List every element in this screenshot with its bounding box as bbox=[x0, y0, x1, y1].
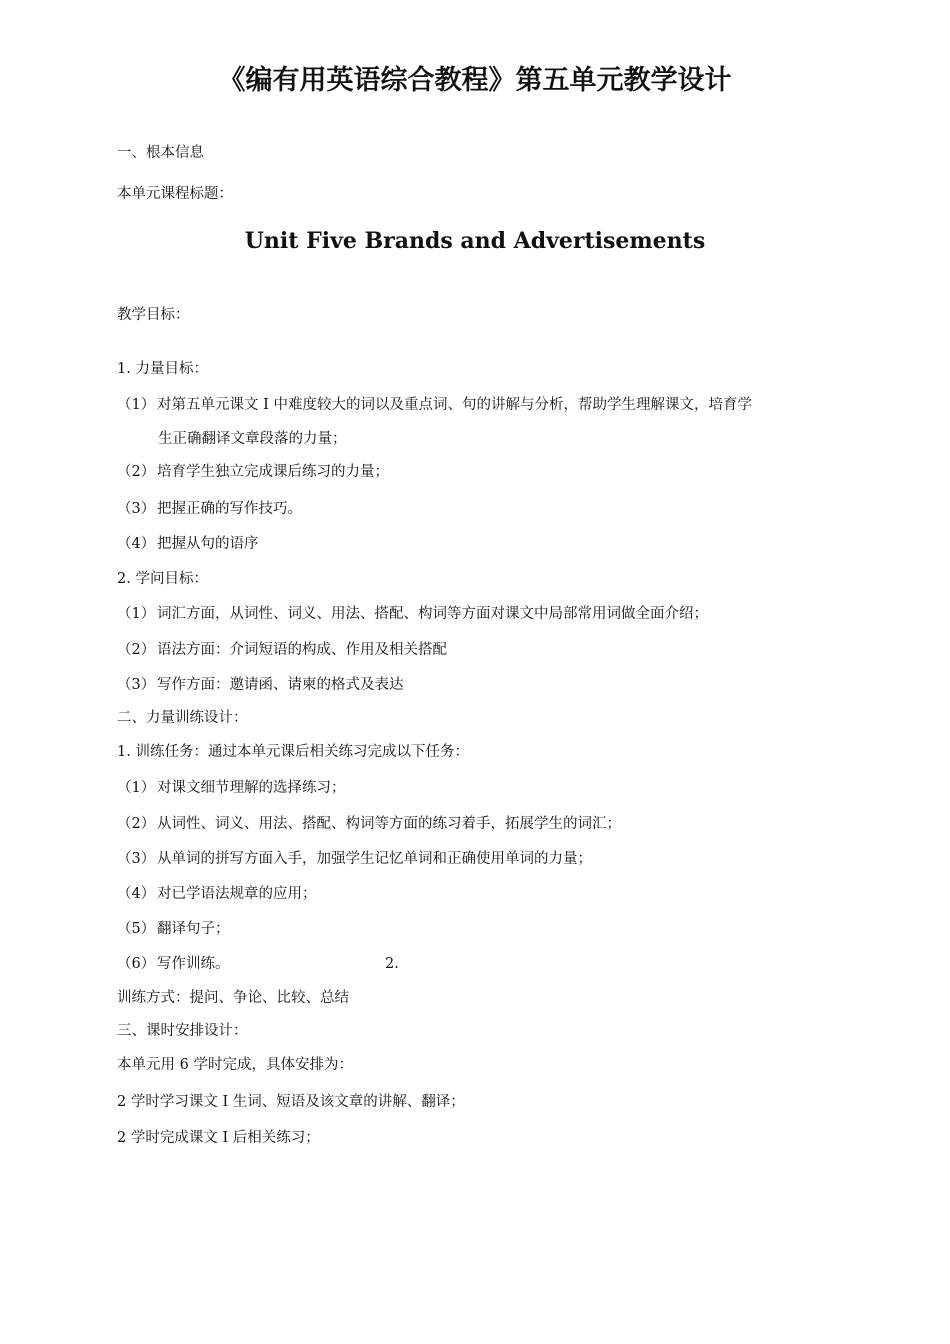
training-task-1 bbox=[117, 778, 346, 798]
goal-ability-item-2 bbox=[117, 462, 389, 482]
item-text: 语法方面：介词短语的构成、作用及相关搭配 bbox=[157, 642, 447, 658]
item-text: 培育学生独立完成课后练习的力量； bbox=[157, 464, 389, 480]
plan-item-2: 2 学时完成课文 I 后相关练习； bbox=[117, 1130, 320, 1146]
item-text: 对已学语法规章的应用； bbox=[157, 886, 317, 902]
item-text: 把握从句的语序 bbox=[157, 536, 259, 552]
training-task-5 bbox=[117, 919, 230, 939]
item-number: （5） bbox=[117, 921, 156, 937]
goal-knowledge-item-3 bbox=[117, 675, 404, 695]
training-task-2 bbox=[117, 814, 621, 834]
training-task-4 bbox=[117, 884, 317, 904]
goal-knowledge-heading: 2. 学问目标： bbox=[117, 571, 208, 587]
training-tasks-heading: 1. 训练任务：通过本单元课后相关练习完成以下任务： bbox=[117, 744, 469, 760]
item-text: 翻译句子； bbox=[157, 921, 230, 937]
document-title: 《编有用英语综合教程》第五单元教学设计 bbox=[218, 65, 732, 96]
goal-ability-item-1 bbox=[117, 395, 752, 415]
training-method-number: 2. bbox=[385, 956, 399, 972]
training-task-3 bbox=[117, 849, 592, 869]
item-text: 从单词的拼写方面入手，加强学生记忆单词和正确使用单词的力量； bbox=[157, 851, 592, 867]
goal-knowledge-item-1 bbox=[117, 604, 708, 624]
item-text: 词汇方面，从词性、词义、用法、搭配、构词等方面对课文中局部常用词做全面介绍； bbox=[157, 606, 708, 622]
item-number: （4） bbox=[117, 886, 156, 902]
item-number: （3） bbox=[117, 851, 156, 867]
item-number: （1） bbox=[117, 780, 156, 796]
goal-ability-item-1-continued: 生正确翻译文章段落的力量； bbox=[158, 431, 347, 447]
plan-item-1: 2 学时学习课文 I 生词、短语及该文章的讲解、翻译； bbox=[117, 1094, 465, 1110]
training-task-6 bbox=[117, 954, 230, 974]
training-method: 训练方式：提问、争论、比较、总结 bbox=[117, 990, 349, 1006]
section-3-heading: 三、课时安排设计： bbox=[117, 1023, 248, 1039]
item-number: （1） bbox=[117, 397, 156, 413]
item-number: （2） bbox=[117, 464, 156, 480]
goal-knowledge-item-2 bbox=[117, 640, 447, 660]
goal-ability-item-4 bbox=[117, 534, 259, 554]
section-1-heading: 一、根本信息 bbox=[117, 145, 204, 161]
goal-ability-heading: 1. 力量目标： bbox=[117, 361, 208, 377]
item-text: 对第五单元课文 I 中难度较大的词以及重点词、句的讲解与分析，帮助学生理解课文，培育学 bbox=[157, 397, 752, 413]
item-text: 对课文细节理解的选择练习； bbox=[157, 780, 346, 796]
item-text: 写作训练。 bbox=[157, 956, 230, 972]
item-number: （2） bbox=[117, 642, 156, 658]
course-title-label: 本单元课程标题： bbox=[117, 186, 233, 202]
section-2-heading: 二、力量训练设计： bbox=[117, 710, 248, 726]
item-number: （6） bbox=[117, 956, 156, 972]
unit-title: Unit Five Brands and Advertisements bbox=[244, 228, 706, 254]
item-text: 把握正确的写作技巧。 bbox=[157, 501, 302, 517]
goals-label: 教学目标： bbox=[117, 307, 190, 323]
item-number: （3） bbox=[117, 501, 156, 517]
hours-summary: 本单元用 6 学时完成，具体安排为： bbox=[117, 1057, 353, 1073]
item-number: （3） bbox=[117, 677, 156, 693]
item-number: （1） bbox=[117, 606, 156, 622]
item-number: （4） bbox=[117, 536, 156, 552]
goal-ability-item-3 bbox=[117, 499, 302, 519]
item-text: 写作方面：邀请函、请柬的格式及表达 bbox=[157, 677, 404, 693]
item-number: （2） bbox=[117, 816, 156, 832]
item-text: 从词性、词义、用法、搭配、构词等方面的练习着手，拓展学生的词汇； bbox=[157, 816, 621, 832]
